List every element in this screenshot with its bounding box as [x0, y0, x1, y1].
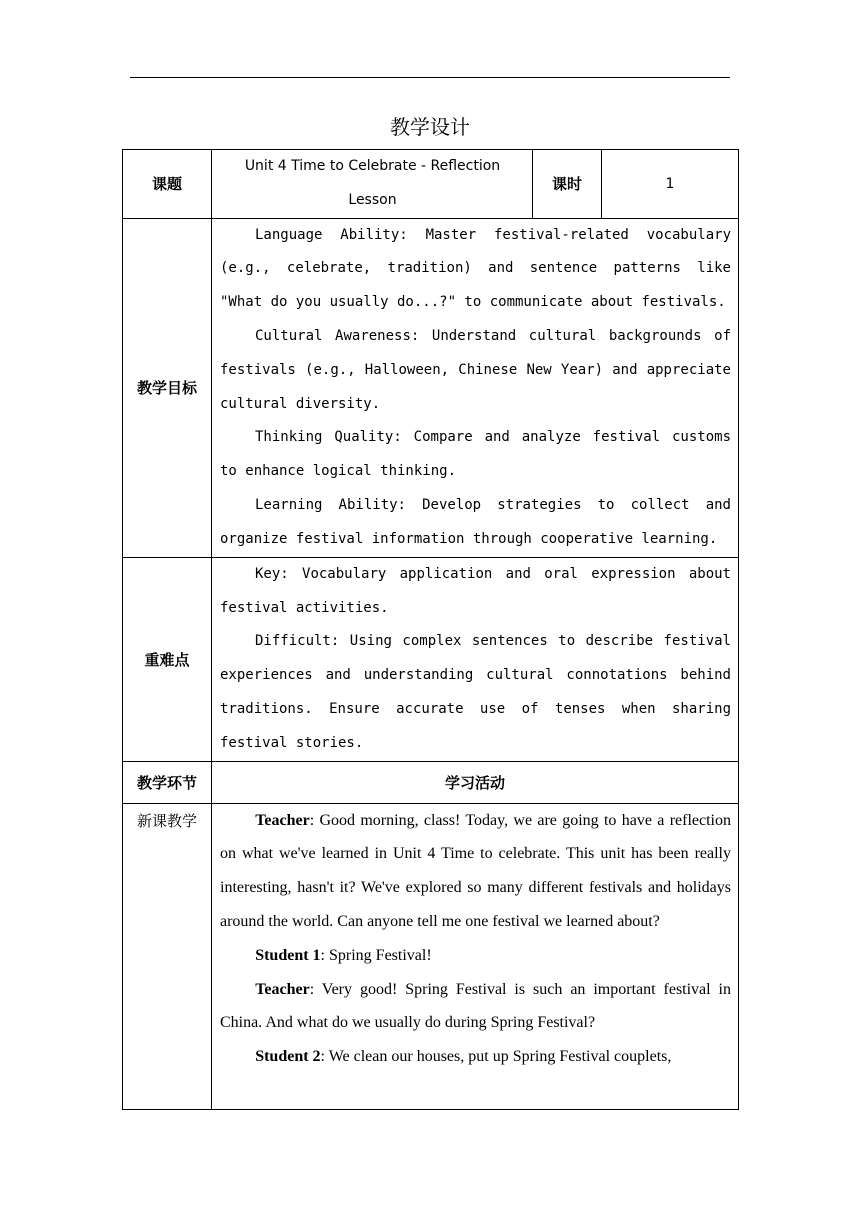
key-points-label: 重难点	[123, 557, 212, 761]
dialogue-line	[220, 939, 731, 973]
key-points-content	[212, 557, 739, 761]
difficult-point: Difficult: Using complex sentences to describe festival experiences and understanding cultural connotations behind traditions. Ensure accurate use of tenses when sharing festival stories.	[220, 633, 731, 751]
new-lesson-content	[212, 803, 739, 1109]
dialogue-text: : Very good! Spring Festival is such an important festival in China. And what do we usually do during Spring Festival?	[220, 980, 731, 1032]
document-title: 教学设计	[390, 115, 470, 139]
topic-label: 课题	[123, 150, 212, 219]
section-header-row	[123, 761, 739, 803]
key-points-row	[123, 557, 739, 761]
dialogue-line	[220, 1040, 731, 1074]
objective-thinking: Thinking Quality: Compare and analyze festival customs to enhance logical thinking.	[220, 429, 731, 480]
section-header-right: 学习活动	[212, 761, 739, 803]
speaker-name: Teacher	[255, 980, 310, 998]
dialogue-text: : Good morning, class! Today, we are going to have a reflection on what we've learned in Unit 4 Time to celebrate. This unit has been really interesting, hasn't it? We've explored so many different festivals and holidays around the world. Can anyone tell me one festival we learned about?	[220, 811, 731, 930]
header-rule	[130, 77, 730, 78]
dialogue-line	[220, 973, 731, 1041]
objectives-content	[212, 218, 739, 557]
lesson-plan-table	[122, 149, 739, 1110]
key-point: Key: Vocabulary application and oral expression about festival activities.	[220, 565, 731, 616]
objective-culture: Cultural Awareness: Understand cultural backgrounds of festivals (e.g., Halloween, Chinese New Year) and appreciate cultural diversity.	[220, 328, 731, 412]
new-lesson-row	[123, 803, 739, 1109]
new-lesson-label: 新课教学	[123, 803, 212, 1109]
section-header-left: 教学环节	[123, 761, 212, 803]
dialogue-line	[220, 804, 731, 939]
topic-row	[123, 150, 739, 219]
speaker-name: Teacher	[255, 811, 310, 829]
speaker-name: Student 2	[255, 1048, 321, 1066]
objective-language: Language Ability: Master festival-related vocabulary (e.g., celebrate, tradition) and sentence patterns like "What do you usually do...?" to communicate about festivals.	[220, 226, 731, 311]
objectives-label: 教学目标	[123, 218, 212, 557]
topic-value: Unit 4 Time to Celebrate - Reflection Lesson	[212, 150, 533, 219]
dialogue-text: : We clean our houses, put up Spring Festival couplets,	[320, 1048, 672, 1066]
period-label: 课时	[533, 150, 602, 219]
period-value: 1	[602, 150, 739, 219]
dialogue-text: : Spring Festival!	[320, 946, 432, 964]
objectives-row	[123, 218, 739, 557]
objective-learning: Learning Ability: Develop strategies to collect and organize festival information through cooperative learning.	[220, 496, 731, 547]
speaker-name: Student 1	[255, 946, 321, 964]
